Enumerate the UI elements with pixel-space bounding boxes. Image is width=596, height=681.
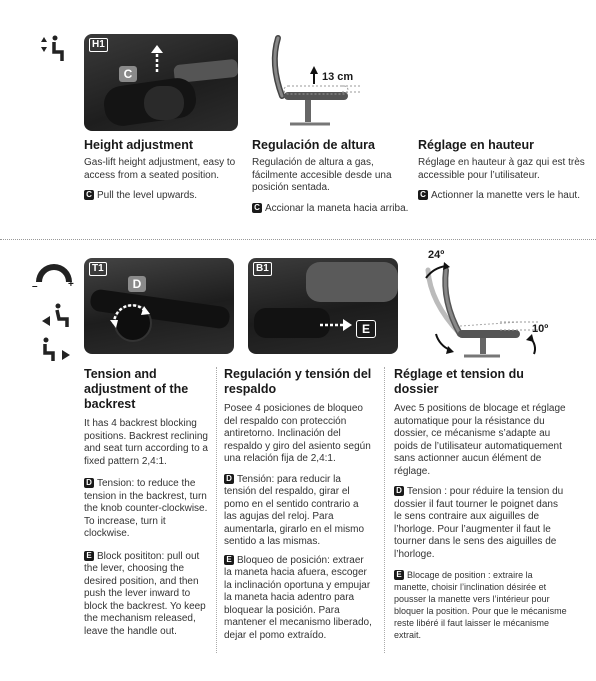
- tension-fr-column: [394, 367, 568, 641]
- key-badge: E: [394, 570, 404, 580]
- tension-fr-action-e: Blocage de position : extraire la manette, choisir l’inclination désirée et pousser la manette vers l’intérieur pour bloquer la position. Pour que le mécanisme reste libéré il faut laisser le mécanisme extrait.: [394, 570, 567, 640]
- photo-tag: H1: [89, 38, 108, 52]
- height-en-body: Gas-lift height adjustment, easy to access from a seated position.: [84, 157, 236, 181]
- tension-en-action-d: Tension: to reduce the tension in the backrest, turn the knob counter-clockwise. To increase, turn it clockwise.: [84, 478, 208, 539]
- height-es-body: Regulación de altura a gas, fácilmente accesible desde una posición sentada.: [252, 157, 392, 193]
- height-en-title: Height adjustment: [84, 138, 194, 152]
- key-badge: C: [84, 190, 94, 200]
- angle-bottom-label: 10º: [532, 323, 549, 335]
- tension-en-title: Tension and adjustment of the backrest: [84, 367, 189, 411]
- height-fr-action: Actionner la manette vers le haut.: [431, 190, 580, 201]
- section-divider: [0, 239, 596, 240]
- key-badge: E: [224, 555, 234, 565]
- photo-badge: D: [128, 276, 146, 292]
- key-badge: C: [252, 203, 262, 213]
- key-badge: D: [224, 474, 234, 484]
- height-es-action: Accionar la maneta hacia arriba.: [265, 202, 409, 214]
- photo-tag: B1: [253, 262, 272, 276]
- tension-knob-photo: [84, 258, 234, 354]
- tension-es-action-e: Bloqueo de posición: extraer la maneta hacia afuera, escoger la inclinación oportuna y empujar la maneta hacia adentro para bloquear la posición. Para mantener el mecanismo liberado, dejar el pomo extraído.: [224, 554, 372, 641]
- height-measure-label: 13 cm: [322, 71, 354, 83]
- backrest-lever-photo: [248, 258, 398, 354]
- chair-height-diagram: [262, 34, 372, 134]
- height-en-column: [84, 138, 244, 203]
- recline-back-icon: [40, 302, 74, 328]
- height-lever-photo: [84, 34, 238, 131]
- tension-minus-label: –: [32, 281, 38, 292]
- height-fr-title: Réglage en hauteur: [418, 138, 534, 152]
- up-arrow-icon: [150, 44, 164, 74]
- tension-plus-label: +: [68, 279, 74, 290]
- height-en-action: Pull the level upwards.: [97, 190, 198, 201]
- tension-en-body: It has 4 backrest blocking positions. Backrest reclining and seat turn according to a fixed pattern 2,4:1.: [84, 418, 208, 467]
- tension-es-column: [224, 367, 374, 642]
- height-fr-column: [418, 138, 588, 203]
- key-badge: E: [84, 551, 94, 561]
- height-es-column: [252, 138, 412, 215]
- height-fr-body: Réglage en hauteur à gaz qui est très accessible pour l’utilisateur.: [418, 157, 585, 181]
- rotate-arrows-icon: [106, 294, 154, 334]
- tension-es-body: Posee 4 posiciones de bloqueo del respaldo con protección antiretorno. Inclinación del respaldo y giro del asiento según una relación fija de 2,4:1.: [224, 403, 371, 464]
- angle-top-label: 24º: [428, 249, 445, 261]
- photo-badge: E: [356, 320, 376, 338]
- key-badge: D: [394, 486, 404, 496]
- tension-fr-action-d: Tension : pour réduire la tension du dossier il faut tourner le poignet dans le sens contraire aux aiguilles de l’horloge. Pour l’augmenter il faut le tourner dans le sens des aiguilles de l’horloge.: [394, 486, 564, 560]
- chair-recline-diagram: [420, 262, 550, 360]
- height-adjust-icon: [38, 34, 72, 62]
- tension-fr-title: Réglage et tension du dossier: [394, 367, 524, 396]
- tension-es-title: Regulación y tensión del respaldo: [224, 367, 372, 396]
- tension-fr-body: Avec 5 positions de blocage et réglage automatique pour la résistance du dossier, ce mécanisme s’adapte au poids de l’utilisateur automatiquement sans actionner aucun élément de réglage.: [394, 403, 566, 477]
- photo-tag: T1: [89, 262, 107, 276]
- height-es-title: Regulación de altura: [252, 138, 375, 152]
- tension-en-action-e: Block posititon: pull out the lever, choosing the desired position, and then push the lever inward to block the backrest. Yo keep the mechanism released, leave the handle out.: [84, 550, 206, 637]
- key-badge: C: [418, 190, 428, 200]
- tension-en-column: [84, 367, 214, 638]
- recline-forward-icon: [38, 336, 72, 362]
- pull-arrow-icon: [318, 318, 354, 332]
- column-divider: [216, 367, 217, 653]
- key-badge: D: [84, 478, 94, 488]
- photo-badge: C: [119, 66, 137, 82]
- tension-es-action-d: Tensión: para reducir la tensión del respaldo, girar el pomo en el sentido contrario a las agujas del reloj. Para aumentarla, girarlo en el mismo sentido a las mismas.: [224, 473, 365, 547]
- column-divider: [384, 367, 385, 653]
